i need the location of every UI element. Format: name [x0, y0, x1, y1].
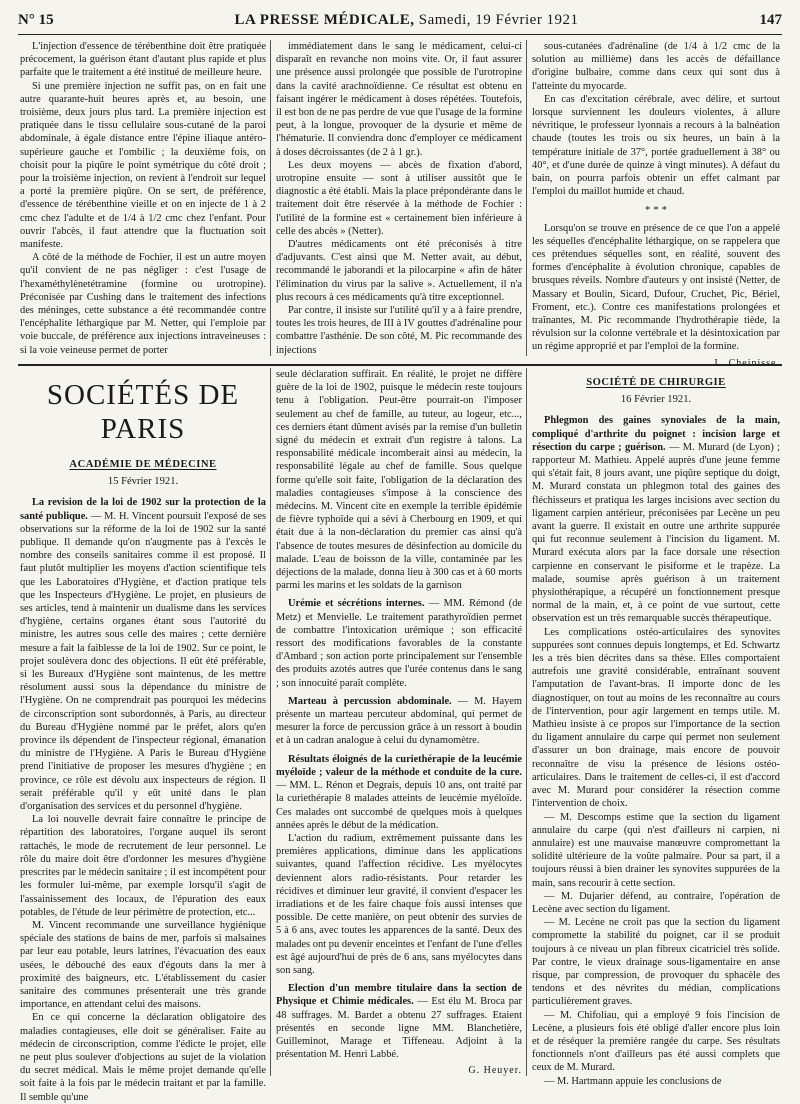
- paragraph: M. Vincent recommande une surveillance hygiénique spéciale des stations de bains de mer, parfois si malsaines par leur eau potable, leurs latrines, l'évacuation des eaux usées, le débouché des eaux d'égouts dans la mer à proximité des baigneurs, etc. L'établissement du casier sanitaire des communes présenterait une très grande importance, en attendant celui des maisons.: [20, 919, 266, 1011]
- top-column-2: [276, 40, 522, 358]
- paragraph: En ce qui concerne la déclaration obligatoire des maladies contagieuses, elle doit se généraliser. Faite au médecin de circonscription, comme l'édicte le projet, elle ne peut plus soulever d'objections au sujet de la violation du secret médical. Mais le même projet demande qu'elle soit faite à la fois par le médecin traitant et par la famille. Il semble qu'une: [20, 1012, 266, 1103]
- column-divider: [526, 40, 527, 356]
- paragraph: sous-cutanées d'adrénaline (de 1/4 à 1/2 cmc de la solution au millième) dans les accès de défaillance d'origine bulbaire, comme dans ceux qui sont dus à l'atteinte du myocarde.: [532, 41, 780, 92]
- paragraph: Les complications ostéo-articulaires des synovites suppurées sont connues depuis longtemps, et Ed. Schwartz les a très bien décrites dans sa thèse. Elles comportaient autrefois une gravité considérable, entraînant souvent l'amputation de l'avant-bras. Il importe donc de les diagnostiquer, on tout au moins de les reconnaître au cours de l'intervention, pour agir largement en temps utile. M. Mathieu insiste à ce propos sur l'importance de la section du ligament annulaire du carpe qui permet non seulement d'assurer un bon drainage, mais encore de pouvoir reconnaître de visu la présence de lésions ostéo-articulaires. Dans le traitement de celles-ci, il est d'accord avec M. Murard pour considérer la résection comme l'intervention de choix.: [532, 626, 780, 810]
- paragraph: Si une première injection ne suffit pas, on en fait une autre quarante-huit heures après et, au besoin, une troisième, deux jours plus tard. La première injection est pratiquée dans le tissu cellulaire sous-cutané de la paroi abdominale, à égale distance entre l'épine iliaque antéro-supérieure gauche et l'ombilic ; la deuxième fois, on choisit pour la piqûre le point symétrique du côté droit ; pour la troisième injection, on revient à l'endroit sur lequel a porté la première piqûre. On se sert, de préférence, d'essence de térébenthine vieille et on en injecte de 1 à 2 cmc chez l'adulte et de 1/4 à 1/2 cmc chez l'enfant. Pour ouvrir l'abcès, il faut attendre que la fluctuation soit manifeste.: [20, 80, 266, 251]
- top-column-3: [532, 40, 780, 369]
- communication-title: Urémie et sécrétions internes.: [288, 598, 425, 610]
- top-column-1: [20, 40, 266, 358]
- issue-number: N° 15: [18, 11, 54, 28]
- paragraph: Lorsqu'on se trouve en présence de ce que l'on a appelé les séquelles d'encéphalite léthargique, on se rappelera que ces prétendues séquelles sont, en réalité, souvent des formes d'encéphalite à évolution chronique, capables de brusques réveils. Nombre d'auteurs y ont insisté (Netter, de Massary et Boulin, Sicard, Dufour, Cruchet, Pic, Bériel, Froment, etc.). Contre ces manifestations prolongées et traînantes, M. Pic recommande l'hydrothérapie tiède, la révulsion sur la colonne vertébrale et la désintoxication par un régime approprié et par l'emploi de la formine.: [532, 222, 780, 353]
- journal-name: LA PRESSE MÉDICALE,: [234, 11, 415, 28]
- bottom-column-1: [20, 372, 266, 1103]
- paragraph: L'action du radium, extrêmement puissante dans les premières applications, diminue dans les applications suivantes, quand l'affection récidive. Les myélocytes deviennent alors radio-résistants. Pour retarder les récidives et diminuer leur gravité, il convient d'espacer les irradiations et de les faire chaque fois aussi intenses que possible. De cette manière, on peut obtenir des survies de 5 à 6 ans, avec toutes les apparences de la santé. Deux des malades ont pu devenir enceintes et l'enfant de l'une d'elles est âgé aujourd'hui de près de 6 ans, sans myélocytes dans son sang.: [276, 832, 522, 976]
- session-date: 15 Février 1921.: [107, 476, 179, 488]
- paragraph: D'autres médicaments ont été préconisés à titre d'adjuvants. C'est ainsi que M. Netter avait, au début, recommandé le jaborandi et la pilocarpine « afin de hâter l'élimination du virus par la salive ». Actuellement, il n'a plus recours à ces médicaments qu'à titre exceptionnel.: [276, 239, 522, 303]
- paragraph: [276, 695, 522, 748]
- paragraph: — M. Chifoliau, qui a employé 9 fois l'incision de Lecène, a plusieurs fois été obligé d'aller encore plus loin et de réséquer la première rangée du carpe. Ses résultats fonctionnels n'ont d'ailleurs pas été aussi complets que ceux de M. Murard.: [532, 1009, 780, 1074]
- paragraph: A côté de la méthode de Fochier, il est un autre moyen qu'il convient de ne pas négliger : c'est l'usage de l'hexaméthylènetétramine (formine ou urotropine). Préconisée par Cushing dans le traitement des infections des méninges, cette substance a été recommandée contre l'encéphalite léthargique par M. Netter, qui l'emploie par voie buccale, de préférence aux injections intraveineuses : si la voie veineuse permet de porter: [20, 252, 266, 356]
- issue-date: Samedi, 19 Février 1921: [414, 11, 579, 28]
- communication-title: La revision de la loi de 1902 sur la protection de la santé publique.: [20, 497, 266, 522]
- session-date: 16 Février 1921.: [620, 394, 692, 406]
- paragraph: seule déclaration suffirait. En réalité, le projet ne diffère guère de la loi de 1902, puisque le médecin reste toujours tenu à l'obligation. Peut-être pourrait-on l'imposer seulement au chef de famille, au tuteur, au logeur, etc..., ces derniers étant dûment avisés par la remise d'un bulletin signé du médecin et extrait d'un registre à talons. La responsabilité médicale incomberait ainsi au médecin, la responsabilité légale au chef de famille. Sous quelque forme qu'elle soit faite, l'obligation de la déclaration des maladies contagieuses s'impose à la conscience des médecins. M. Vincent cite en exemple la terrible épidémie de fièvre typhoïde qui a sévi à Cherbourg en 1909, et qui était due à la non-déclaration du premier cas ainsi qu'à l'absence de toutes mesures de désinfection au domicile du malade. L'eau de boisson de la ville, contaminée par les déjections de la malade, donna lieu à 300 cas et à 60 morts parmi les marins et les soldats de la garnison: [276, 369, 522, 592]
- journal-title: [235, 12, 579, 29]
- communication-text: — M. Hayem présente un marteau percuteur abdominal, qui permet de mesurer la force de percussion grâce à un ressort à boudin et à un cadran analogue à celui du dynamomètre.: [276, 695, 522, 747]
- communication-text: — M. Murard (de Lyon) ; rapporteur M. Mathieu. Appelé auprès d'une jeune femme qui s'était fait, 8 jours avant, une piqûre septique du doigt, M. Murard constata un phlegmon total des gaines des fléchisseurs et pratiqua les larges incisions avec section du ligament carpien antérieur, préconisées par Lecène un peu avant la guerre. Il existait en outre une arthrite suppurée qui fut reconnue seulement à l'incision du ligament. M. Murard exécuta alors par la face dorsale une résection carpienne en conservant le pisiforme et le trapèze. La malade, soumise après guérison à un traitement physiothérapique, a récupéré un fonctionnement presque normal de la main, et, à ce point de vue surtout, cette observation est un très remarquable succès thérapeutique.: [532, 441, 780, 625]
- paragraph: [276, 982, 522, 1061]
- society-heading: ACADÉMIE DE MÉDECINE: [69, 459, 217, 470]
- paragraph: Les deux moyens — abcès de fixation d'abord, urotropine ensuite — sont à utiliser aussitôt que le diagnostic a été établi. Mais la place prépondérante dans le traitement doit être réservée à la méthode de Fochier : l'utilité de la formine est « certainement bien inférieure à celle des abcès » (Netter).: [276, 159, 522, 237]
- section-title: SOCIÉTÉS DE PARIS: [46, 379, 240, 445]
- paragraph: [276, 597, 522, 689]
- author-signature: G. Heuyer.: [468, 1065, 522, 1077]
- paragraph: — M. Descomps estime que la section du ligament annulaire du carpe (qui n'est d'ailleurs ni carpien, ni annulaire) est une mauvaise manœuvre compromettant la solidité ultérieure de la voûte palmaire. Pour sa part, il a toujours réussi à bien drainer les synovites suppurées de la main, sans recourir à cette section.: [532, 811, 780, 889]
- society-heading: SOCIÉTÉ DE CHIRURGIE: [586, 377, 726, 388]
- communication-title: Election d'un membre titulaire dans la section de Physique et Chimie médicales.: [276, 983, 522, 1008]
- paragraph: [276, 753, 522, 832]
- communication-text: — MM. L. Rénon et Degrais, depuis 10 ans, ont traité par la curiethérapie 8 malades atteints de leucémie myéloïde. Ces malades ont succombé de quelques mois à quelques années après le début de la médication.: [276, 780, 522, 831]
- communication-title: Résultats éloignés de la curiethérapie de la leucémie myéloïde ; valeur de la méthode et conduite de la cure.: [276, 753, 522, 778]
- paragraph: [20, 496, 266, 813]
- communication-text: — Est élu M. Broca par 48 suffrages. M. Bardet a obtenu 27 suffrages. Etaient présentés en seconde ligne MM. Blanchetière, Guilleminot, Marage et Tiffeneau. Adjoint à la présentation M. Henri Labbé.: [276, 996, 522, 1061]
- page-number: 147: [759, 11, 782, 28]
- paragraph: immédiatement dans le sang le médicament, celui-ci disparaît en revanche non moins vite. Or, il faut assurer une présence aussi prolongée que possible de l'urotropine dans la cavité arachnoïdienne. Ce résultat est obtenu en faisant ingérer le médicament à doses répétées. Toutefois, il est bon de ne pas perdre de vue que l'usage de la formine peut, à la longue, provoquer de la dysurie et même de l'hématurie. Il conviendra donc d'employer ce médicament à doses décroissantes (de 2 à 1 gr.).: [276, 41, 522, 158]
- communication-title: Marteau à percussion abdominale.: [288, 695, 452, 707]
- paragraph: Par contre, il insiste sur l'utilité qu'il y a à faire prendre, toutes les trois heures, de III à IV gouttes d'adrénaline pour combattre l'asthénie. De son côté, M. Pic recommande des injections: [276, 305, 522, 356]
- paragraph: En cas d'excitation cérébrale, avec délire, et surtout lorsque surviennent les douleurs violentes, à allure névritique, le professeur lyonnais a recours à la balnéation chaude (toutes les trois ou six heures, un bain à la température initiale de 37°, portée graduellement à 38° ou 40°, et d'une durée de quinze à vingt minutes). A défaut du bain, on pourra parfois obtenir un effet calmant par l'emploi du maillot humide et chaud.: [532, 93, 780, 198]
- section-divider: [18, 364, 782, 366]
- author-signature: L. Cheinisse.: [714, 357, 780, 369]
- communication-title: Phlegmon des gaines synoviales de la main, compliqué d'arthrite du poignet : incision large et résection du carpe ; guérison.: [532, 415, 780, 453]
- paragraph: — M. Hartmann appuie les conclusions de: [544, 1075, 722, 1087]
- bottom-column-2: [276, 368, 522, 1078]
- communication-text: — M. H. Vincent poursuit l'exposé de ses observations sur la réforme de la loi de 1902 sur la santé publique. Il demande qu'on n'augmente pas à l'excès le nombre des conseils sanitaires comme il est proposé. Il faut plutôt multiplier les moyens d'action scientifique tels que les Laboratoires d'Hygiène, et d'action pratique tels que les Inspecteurs d'Hygiène. Le projet, en plusieurs de ses articles, tend à maintenir un dualisme dans les services d'hygiène, certains organes étant sous l'autorité du ministre, les autres sous celle des maires ; cette dernière mesure a fait la faiblesse de la loi de 1902. Sur ce point, le projet soulèvera donc des objections. Il eût été préférable, si les Bureaux d'Hygiène sont maintenus, de les mettre résolument aussi sous la dépendance du ministre de l'Hygiène. On ne comprendrait pas pourquoi les médecins de circonscription sont subordonnés, à Paris, au directeur du Bureau d'Hygiène nommé par le préfet, alors qu'en province ils dépendent de l'inspecteur régional, émanation du ministre de l'Hygiène. A Paris le Bureau d'Hygiène prend l'initiative de proposer les mesures d'hygiène ; en province, ce rôle est dévolu aux inspecteurs de région. Il serait préférable qu'il y eût unité dans le plan d'organisation des services et du personnel d'hygiène.: [20, 510, 266, 813]
- column-divider: [270, 40, 271, 356]
- communication-text: — MM. Rémond (de Metz) et Menvielle. Le traitement parathyroïdien permet de combattre l'intoxication urémique ; son efficacité ressort des modifications favorables de la constante d'Ambard ; son action porte principalement sur l'ensemble des produits azotés autres que l'urée contenus dans le sang ; son innocuité paraît complète.: [276, 598, 522, 689]
- paragraph: La loi nouvelle devrait faire connaître le principe de répartition des laboratoires, l'organe auquel ils seront rattachés, le mode de recrutement de leur personnel. Le rôle du maire doit être d'ordonner les mesures d'hygiène prescrites par le médecin sanitaire ; il est incompétent pour les formuler lui-même, par exemple lorsqu'il s'agit de l'assainissement des locaux, de l'épuration des eaux potables, de l'étude de leur périmètre de protection, etc...: [20, 814, 266, 918]
- paragraph: L'injection d'essence de térébenthine doit être pratiquée précocement, la guérison étant d'autant plus rapide et plus parfaite que le traitement a été institué de meilleure heure.: [20, 41, 266, 79]
- bottom-column-3: [532, 372, 780, 1087]
- column-divider: [526, 368, 527, 1076]
- paragraph: [532, 414, 780, 625]
- paragraph: — M. Lecène ne croit pas que la section du ligament compromette la stabilité du poignet, car il se produit toujours à ce niveau un plan fibreux cicatriciel très solide. Par contre, le vieux drainage sous-ligamentaire en anse risque, par compression, de provoquer du sphacèle des tendons et des névrites du médian, complications particulièrement graves.: [532, 917, 780, 1008]
- paragraph: — M. Dujarier défend, au contraire, l'opération de Lecène avec section du ligament.: [532, 890, 780, 915]
- column-divider: [270, 368, 271, 1076]
- section-separator-stars: * * *: [645, 204, 667, 217]
- page-header: [18, 6, 782, 35]
